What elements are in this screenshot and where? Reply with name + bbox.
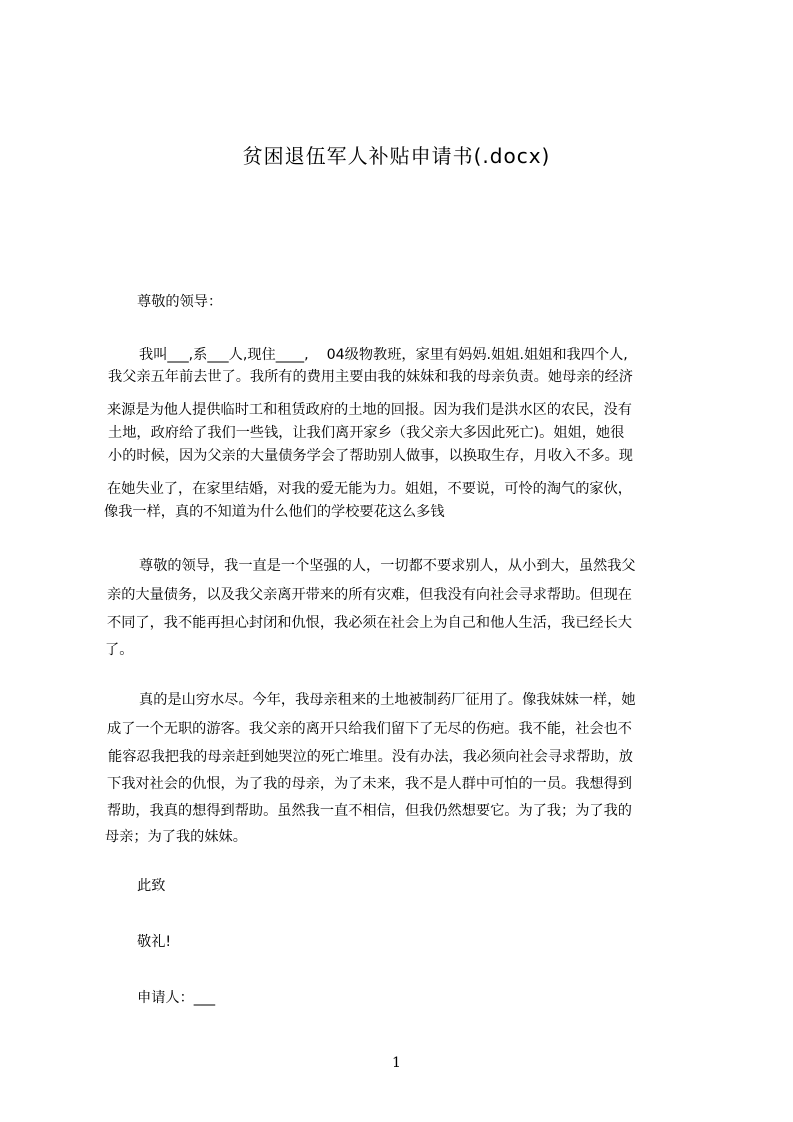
paragraph-line: 真的是山穷水尽。今年，我母亲租来的土地被制药厂征用了。像我妹妹一样，她: [139, 692, 636, 708]
paragraph-line: 了。: [105, 642, 134, 658]
paragraph-line: 在她失业了，在家里结婚，对我的爱无能为力。姐姐，不要说，可怜的淘气的家伙，: [107, 481, 632, 497]
applicant-signature-line: 申请人：___: [137, 990, 216, 1006]
paragraph-line: 不同了，我不能再担心封闭和仇恨，我必须在社会上为自己和他人生活，我已经长大: [107, 615, 632, 631]
salutation: 尊敬的领导：: [137, 294, 223, 310]
paragraph-line: 来源是为他人提供临时工和租赁政府的土地的回报。因为我们是洪水区的农民，没有: [107, 402, 632, 418]
paragraph-line: 我叫___,系___人,现住____, 04级物教班，家里有妈妈.姐姐.姐姐和我四个人,: [139, 347, 628, 363]
paragraph-line: 亲的大量债务，以及我父亲离开带来的所有灾难，但我没有向社会寻求帮助。但现在: [107, 587, 632, 603]
page-number: 1: [392, 1055, 401, 1071]
paragraph-line: 尊敬的领导，我一直是一个坚强的人，一切都不要求别人，从小到大，虽然我父: [139, 558, 636, 574]
paragraph-line: 我父亲五年前去世了。我所有的费用主要由我的妹妹和我的母亲负责。她母亲的经济: [108, 369, 633, 385]
paragraph-line: 成了一个无职的游客。我父亲的离开只给我们留下了无尽的伤疤。我不能，社会也不: [107, 721, 632, 737]
closing-salute: 敬礼!: [137, 934, 172, 950]
paragraph-line: 像我一样，真的不知道为什么他们的学校要花这么多钱: [104, 504, 445, 520]
paragraph-line: 小的时候，因为父亲的大量债务学会了帮助别人做事，以换取生存，月收入不多。现: [108, 448, 633, 464]
document-title: 贫困退伍军人补贴申请书(.docx): [242, 144, 551, 168]
paragraph-line: 土地，政府给了我们一些钱，让我们离开家乡（我父亲大多因此死亡)。姐姐，她很: [108, 425, 625, 441]
paragraph-line: 能容忍我把我的母亲赶到她哭泣的死亡堆里。没有办法，我必须向社会寻求帮助，放: [108, 749, 633, 765]
paragraph-line: 下我对社会的仇恨，为了我的母亲，为了未来，我不是人群中可怕的一员。我想得到: [107, 776, 632, 792]
paragraph-line: 母亲；为了我的妹妹。: [105, 829, 247, 845]
closing-regards: 此致: [137, 878, 166, 894]
paragraph-line: 帮助，我真的想得到帮助。虽然我一直不相信，但我仍然想要它。为了我；为了我的: [107, 803, 632, 819]
